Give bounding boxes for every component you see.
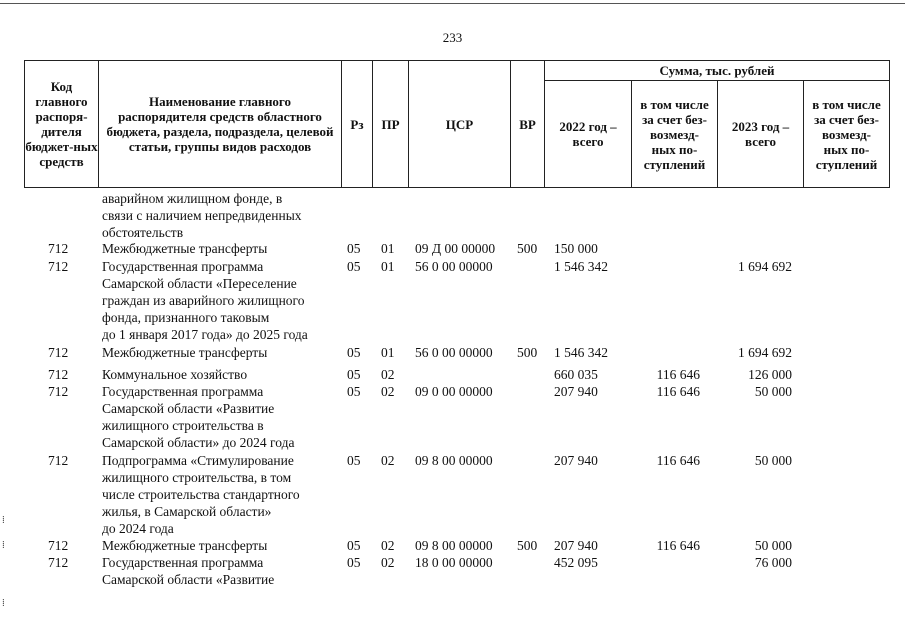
cell-v2022: 207 940 — [554, 384, 598, 399]
cell-rz: 05 — [347, 453, 361, 468]
cell-csr: 18 0 00 00000 — [415, 555, 493, 570]
cell-code: 712 — [48, 555, 69, 570]
cell-rz: 05 — [347, 384, 361, 399]
cell-code: 712 — [48, 367, 69, 382]
page-number: 233 — [442, 30, 463, 45]
cell-csr: 09 Д 00 00000 — [415, 241, 496, 256]
cell-rz: 05 — [347, 555, 361, 570]
header-2023-grants: в том числе за счет без-возмезд-ных по-ступлений — [803, 80, 890, 188]
cell-rz: 05 — [347, 259, 361, 274]
cell-name: Межбюджетные трансферты — [102, 241, 268, 256]
cell-csr: 09 8 00 00000 — [415, 538, 493, 553]
header-2022-total: 2022 год – всего — [544, 80, 632, 188]
header-2023-total: 2023 год – всего — [717, 80, 804, 188]
cell-name: Межбюджетные трансферты — [102, 345, 268, 360]
cell-name: Государственная программа Самарской области «Развитие жилищного строительства в Самарской области» до 2024 года — [102, 384, 295, 450]
header-code: Код главного распоря-дителя бюджет-ных средств — [24, 60, 99, 188]
cell-rz: 05 — [347, 367, 361, 382]
cell-name: Межбюджетные трансферты — [102, 538, 268, 553]
cell-pr: 01 — [381, 241, 395, 256]
cell-v2023: 76 000 — [754, 555, 792, 570]
cell-name: Подпрограмма «Стимулирование жилищного строительства, в том числе строительства стандартного жилья, в Самарской области» до 2024 года — [102, 453, 300, 536]
margin-mark: ⁞ — [2, 540, 5, 551]
cell-v2023: 50 000 — [754, 453, 792, 468]
header-pr: ПР — [372, 60, 409, 188]
cell-pr: 02 — [381, 538, 395, 553]
cell-name: Коммунальное хозяйство — [102, 367, 248, 382]
cell-code: 712 — [48, 453, 69, 468]
cell-v2023: 50 000 — [754, 384, 792, 399]
cell-g2022: 116 646 — [656, 453, 700, 468]
cell-vr: 500 — [517, 345, 538, 360]
margin-mark: ⁞ — [2, 515, 5, 526]
cell-name: Государственная программа Самарской области «Переселение граждан из аварийного жилищного фонда, признанного таковым до 1 января 2017 года» до 2025 года — [102, 259, 308, 342]
header-csr: ЦСР — [408, 60, 511, 188]
cell-code: 712 — [48, 259, 69, 274]
continuation-text: аварийном жилищном фонде, в связи с наличием непредвиденных обстоятельств — [102, 191, 302, 240]
cell-v2023: 126 000 — [748, 367, 792, 382]
cell-code: 712 — [48, 384, 69, 399]
cell-pr: 01 — [381, 259, 395, 274]
cell-name: Государственная программа Самарской области «Развитие — [102, 555, 275, 587]
cell-csr: 09 8 00 00000 — [415, 453, 493, 468]
cell-g2022: 116 646 — [656, 538, 700, 553]
cell-pr: 02 — [381, 453, 395, 468]
margin-mark: ⁞ — [2, 598, 5, 609]
cell-csr: 56 0 00 00000 — [415, 259, 493, 274]
cell-rz: 05 — [347, 345, 361, 360]
cell-v2023: 1 694 692 — [738, 259, 792, 274]
cell-v2022: 452 095 — [554, 555, 598, 570]
cell-v2022: 1 546 342 — [554, 345, 608, 360]
cell-code: 712 — [48, 345, 69, 360]
cell-g2022: 116 646 — [656, 367, 700, 382]
cell-pr: 02 — [381, 555, 395, 570]
header-rz: Рз — [341, 60, 373, 188]
header-name: Наименование главного распорядителя средств областного бюджета, раздела, подраздела, целевой статьи, группы видов расходов — [98, 60, 342, 188]
cell-pr: 01 — [381, 345, 395, 360]
cell-code: 712 — [48, 241, 69, 256]
cell-v2022: 150 000 — [554, 241, 598, 256]
cell-v2023: 50 000 — [754, 538, 792, 553]
cell-vr: 500 — [517, 241, 538, 256]
cell-rz: 05 — [347, 538, 361, 553]
cell-pr: 02 — [381, 367, 395, 382]
header-vr: ВР — [510, 60, 545, 188]
cell-code: 712 — [48, 538, 69, 553]
cell-v2022: 1 546 342 — [554, 259, 608, 274]
cell-v2022: 660 035 — [554, 367, 598, 382]
cell-pr: 02 — [381, 384, 395, 399]
cell-vr: 500 — [517, 538, 538, 553]
header-2022-grants: в том числе за счет без-возмезд-ных по-ступлений — [631, 80, 718, 188]
cell-v2022: 207 940 — [554, 538, 598, 553]
header-sum: Сумма, тыс. рублей — [544, 60, 890, 81]
cell-rz: 05 — [347, 241, 361, 256]
cell-csr: 56 0 00 00000 — [415, 345, 493, 360]
cell-v2022: 207 940 — [554, 453, 598, 468]
cell-v2023: 1 694 692 — [738, 345, 792, 360]
cell-g2022: 116 646 — [656, 384, 700, 399]
cell-csr: 09 0 00 00000 — [415, 384, 493, 399]
